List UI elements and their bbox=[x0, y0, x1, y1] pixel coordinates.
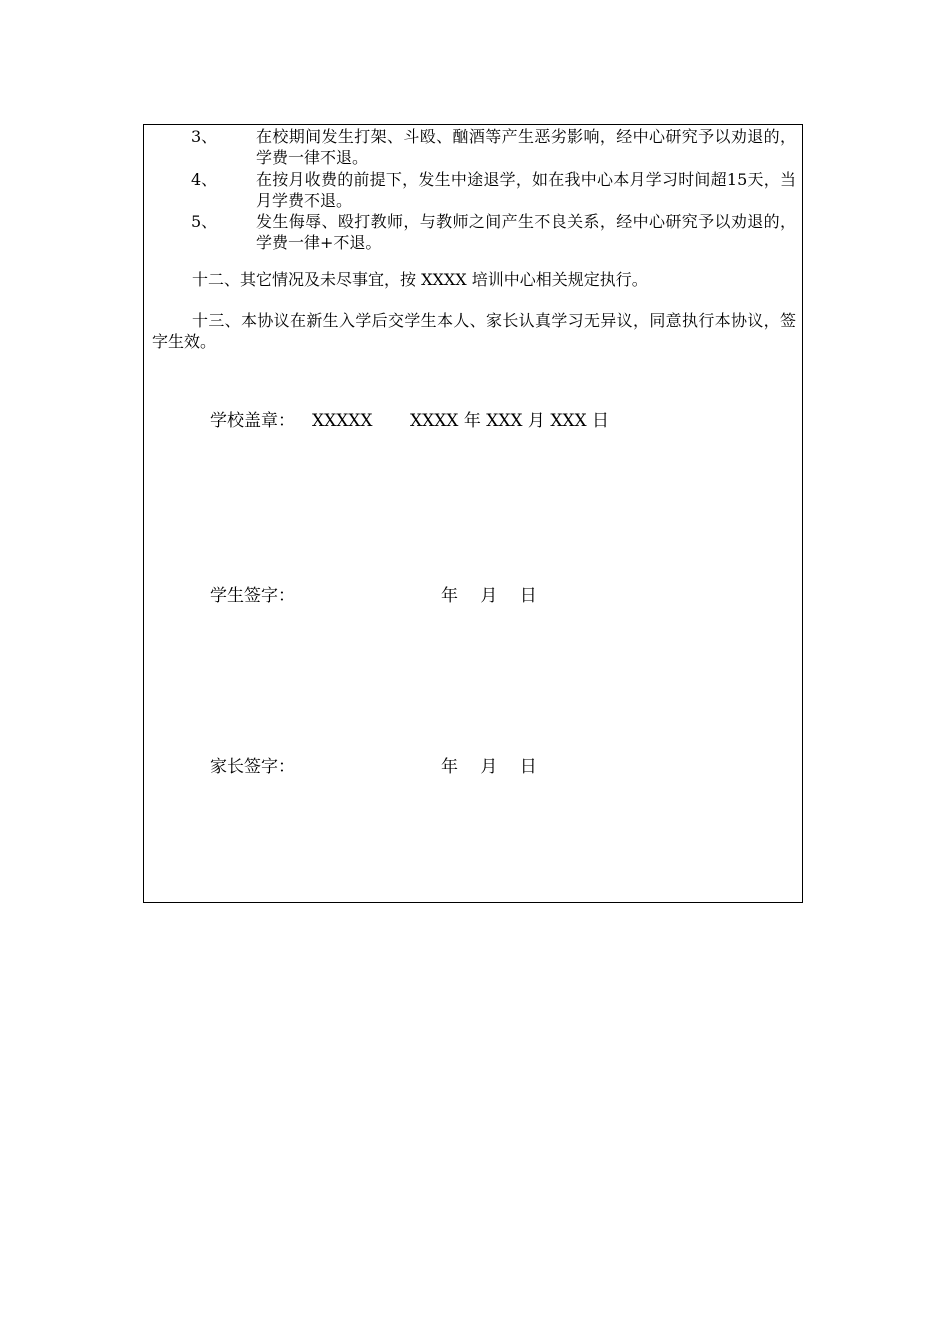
clause-twelve: 十二、其它情况及未尽事宜，按 XXXX 培训中心相关规定执行。 bbox=[192, 270, 648, 289]
clause-thirteen: 十三、本协议在新生入学后交学生本人、家长认真学习无异议，同意执行本协议，签字生效。 bbox=[152, 311, 796, 351]
student-signature-label: 学生签字： bbox=[210, 586, 295, 606]
rule-4-number: 4、 bbox=[191, 170, 218, 189]
rule-5-number: 5、 bbox=[191, 212, 218, 231]
rule-3-text: 在校期间发生打架、斗殴、酗酒等产生恶劣影响，经中心研究予以劝退的，学费一律不退。 bbox=[256, 127, 796, 167]
student-signature-date: 年 月 日 bbox=[441, 586, 537, 606]
parent-signature-label: 家长签字： bbox=[210, 757, 295, 777]
agreement-frame bbox=[143, 124, 803, 903]
school-seal-value: XXXXX bbox=[312, 411, 373, 431]
rule-4-text: 在按月收费的前提下，发生中途退学，如在我中心本月学习时间超15天，当月学费不退。 bbox=[256, 170, 796, 210]
school-seal-label: 学校盖章： bbox=[210, 411, 295, 431]
rule-3-number: 3、 bbox=[191, 127, 218, 146]
parent-signature-date: 年 月 日 bbox=[441, 757, 537, 777]
school-seal-date: XXXX 年 XXX 月 XXX 日 bbox=[410, 411, 610, 431]
rule-5-text: 发生侮辱、殴打教师，与教师之间产生不良关系，经中心研究予以劝退的，学费一律+不退。 bbox=[256, 212, 796, 252]
